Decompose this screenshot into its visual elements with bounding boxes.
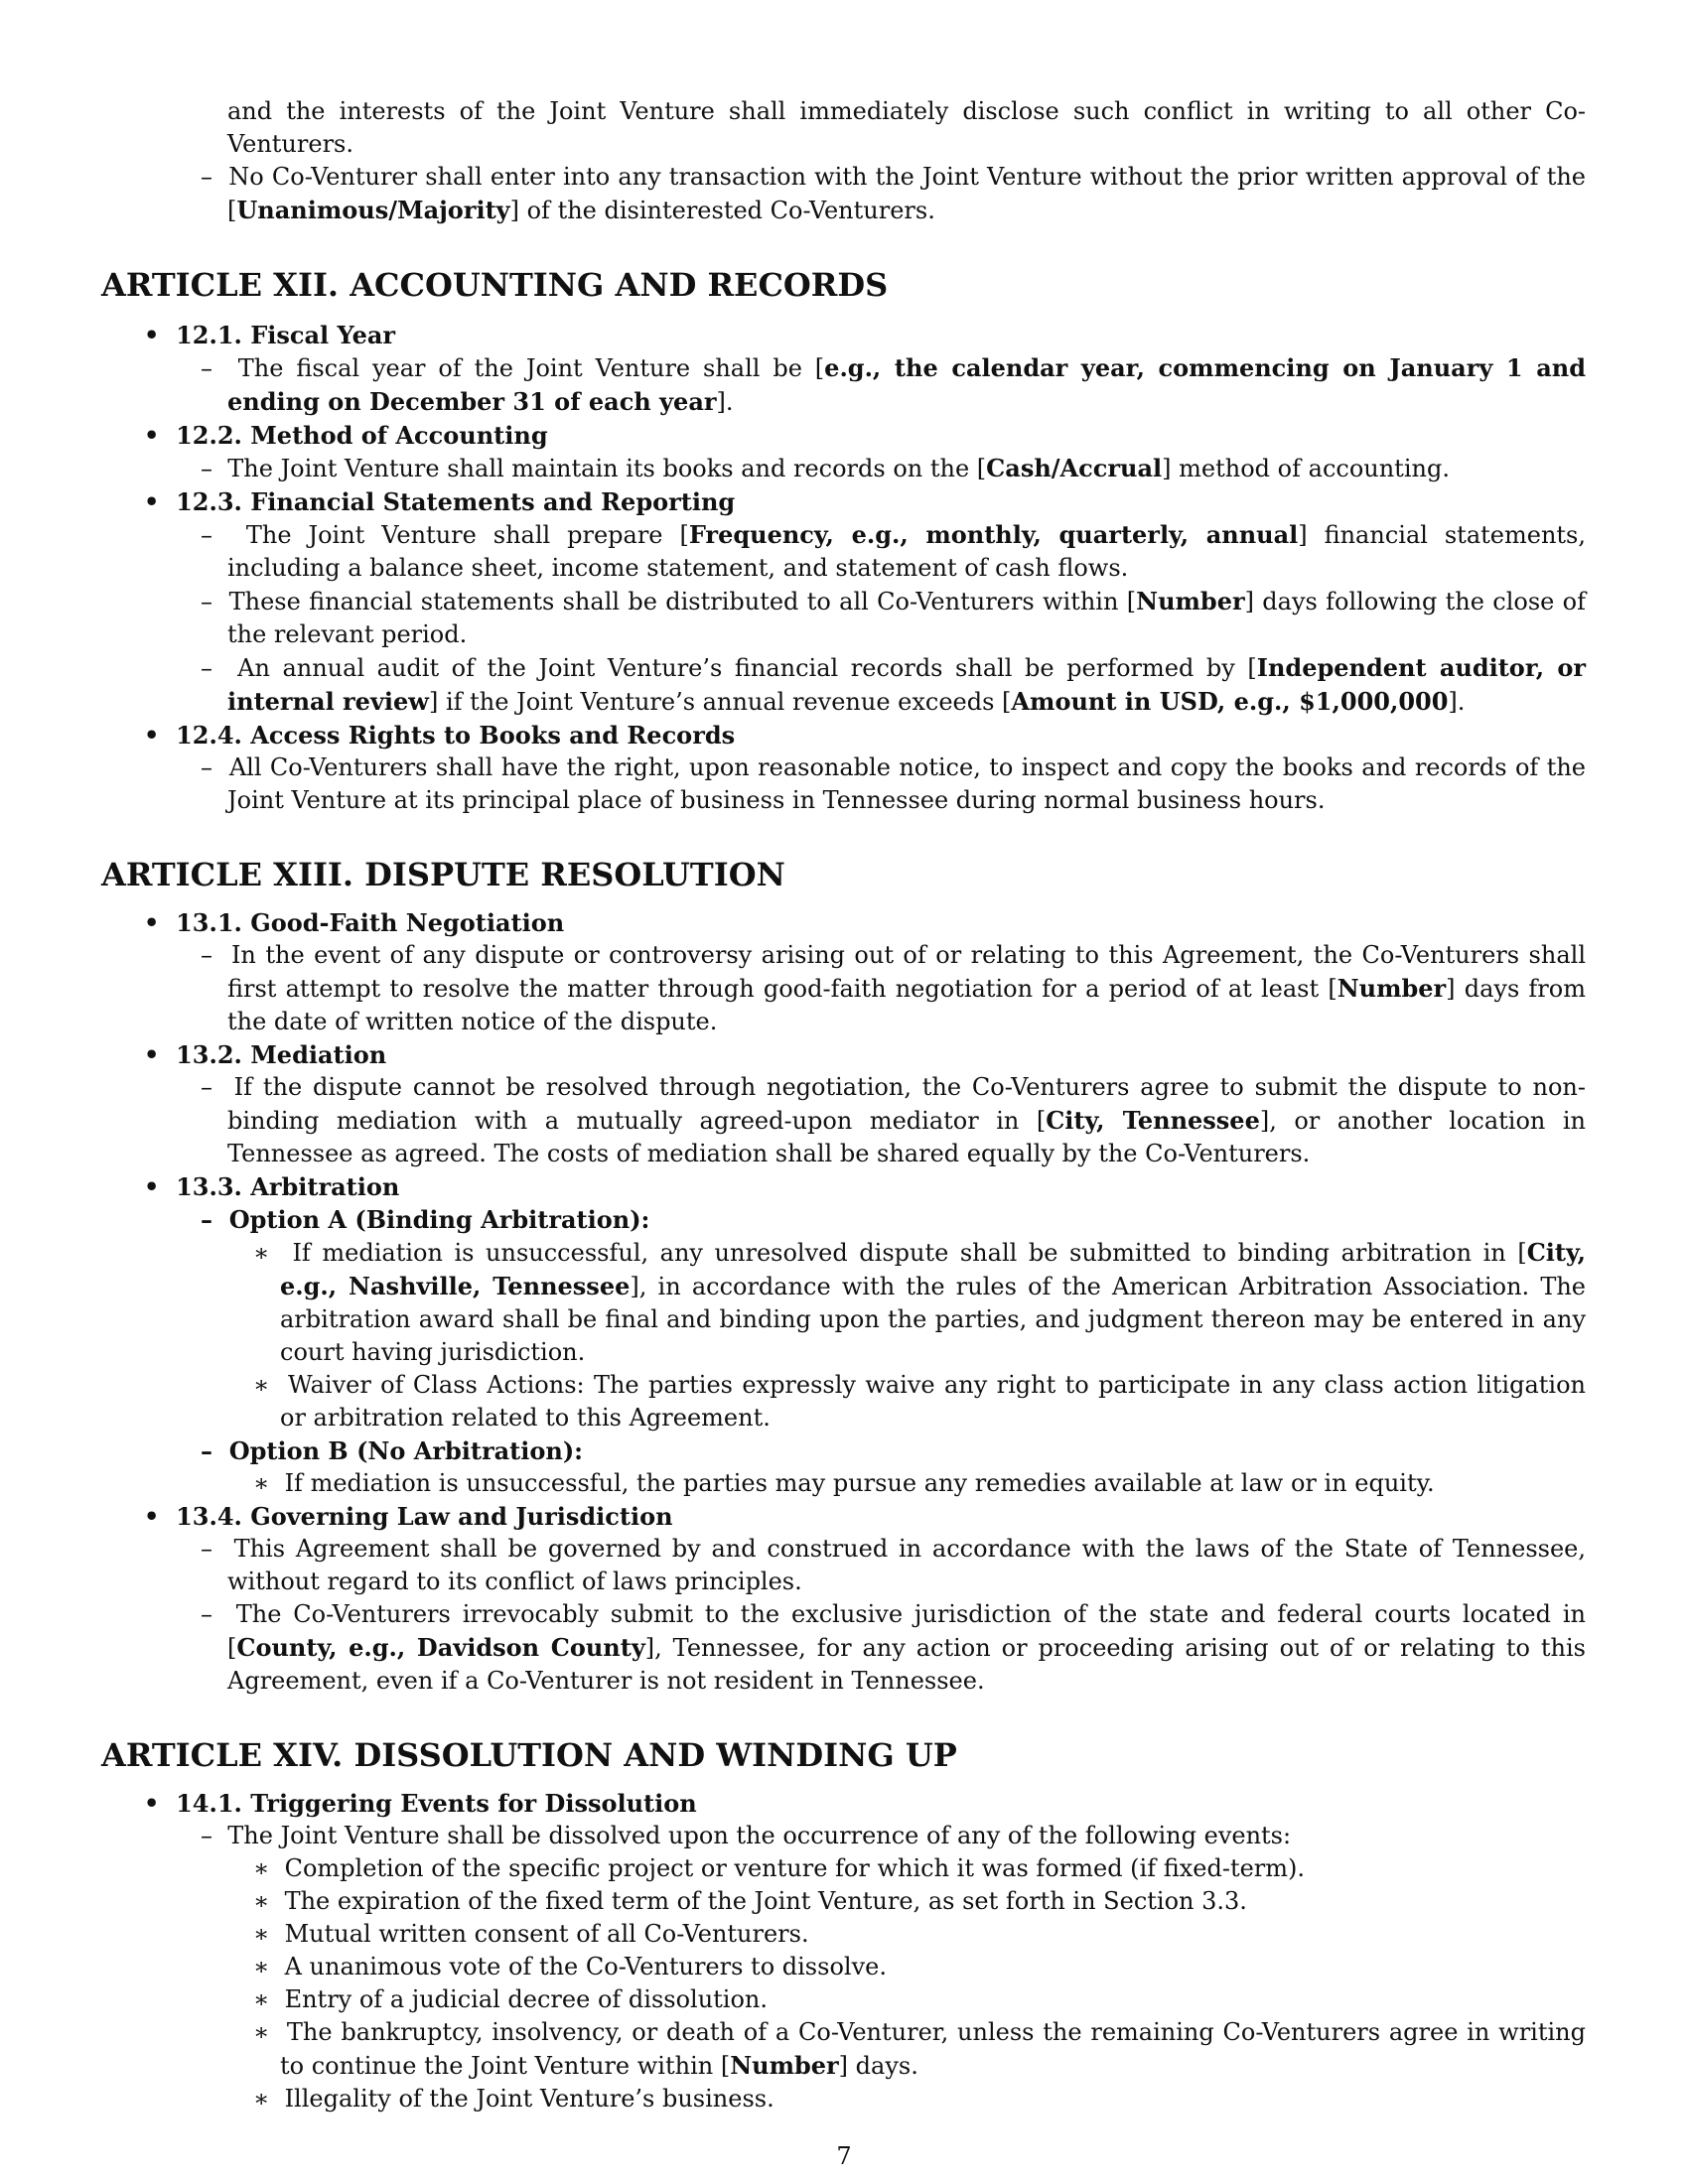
section-12-1-title: • 12.1. Fiscal Year [144,321,396,349]
list-item: ∗ A unanimous vote of the Co-Venturers to dissolve. [253,1953,887,1980]
article-12-heading: ARTICLE XII. ACCOUNTING AND RECORDS [101,266,889,304]
list-item: – These financial statements shall be distributed to all Co-Venturers within [Number] days following the close of the relevant period. [201,587,1587,648]
list-item: ∗ Waiver of Class Actions: The parties expressly waive any right to participate in any class action litigation or arbitration related to this Agreement. [253,1371,1587,1432]
list-item: ∗ The bankruptcy, insolvency, or death of a Co-Venturer, unless the remaining Co-Venturers agree in writing to continue the Joint Venture within [Number] days. [253,2018,1586,2080]
document-page [101,95,1586,2116]
placeholder-field: City, Tennessee [1046,1106,1260,1135]
list-item: – The Co-Venturers irrevocably submit to the exclusive jurisdiction of the state and federal courts located in [County, e.g., Davidson County], Tennessee, for any action or proceeding arising out of or relating to this Agreement, even if a Co-Venturer is not resident in Tennessee. [201,1600,1586,1695]
list-item: – This Agreement shall be governed by and construed in accordance with the laws of the State of Tennessee, without regard to its conflict of laws principles. [201,1535,1586,1595]
placeholder-field: Frequency, e.g., monthly, quarterly, annual [688,520,1299,549]
list-item: ∗ If mediation is unsuccessful, the parties may pursue any remedies available at law or in equity. [253,1469,1435,1497]
list-item: ∗ Mutual written consent of all Co-Venturers. [253,1920,809,1948]
list-item: – In the event of any dispute or controversy arising out of or relating to this Agreement, the Co-Venturers shall first attempt to resolve the matter through good-faith negotiation for a period of at least [Number] days from the date of written notice of the dispute. [201,941,1586,1035]
list-item: – The Joint Venture shall prepare [Frequency, e.g., monthly, quarterly, annual] financial statements, including a balance sheet, income statement, and statement of cash flows. [201,520,1586,582]
list-item: ∗ Illegality of the Joint Venture’s business. [253,2085,774,2113]
list-item: – The Joint Venture shall be dissolved upon the occurrence of any of the following events: [201,1822,1292,1849]
section-13-3-title: • 13.3. Arbitration [144,1172,400,1201]
section-13-4-title: • 13.4. Governing Law and Jurisdiction [144,1502,673,1531]
section-12-3-title: • 12.3. Financial Statements and Reporting [144,487,736,516]
placeholder-field: Cash/Accrual [986,454,1163,482]
list-item: ∗ Entry of a judicial decree of dissolution. [253,1985,769,2013]
placeholder-field: County, e.g., Davidson County [236,1633,645,1662]
placeholder-field: e.g., the calendar year, commencing on January 1 and ending on December 31 of each year [227,353,1586,416]
placeholder-field: Number [1136,587,1245,615]
option-a-heading: – Option A (Binding Arbitration): [201,1205,650,1234]
placeholder-field: Independent auditor, or internal review [227,653,1587,716]
article-14-heading: ARTICLE XIV. DISSOLUTION AND WINDING UP [101,1736,957,1774]
page-number: 7 [836,2142,852,2170]
list-item: – All Co-Venturers shall have the right, upon reasonable notice, to inspect and copy the books and records of the Joint Venture at its principal place of business in Tennessee during normal business hours. [201,753,1586,814]
list-item: – An annual audit of the Joint Venture’s financial records shall be performed by [Independent auditor, or internal review] if the Joint Venture’s annual revenue exceeds [Amount in USD, e.g., $1,000,000]. [201,653,1587,716]
placeholder-field: Number [1336,974,1447,1003]
section-12-4-title: • 12.4. Access Rights to Books and Records [144,721,736,750]
option-b-heading: – Option B (No Arbitration): [201,1436,584,1465]
placeholder-field: Unanimous/Majority [236,196,510,224]
continuation-line: and the interests of the Joint Venture shall immediately disclose such conflict in writing to all other Co-Venturers. [227,97,1586,158]
section-13-1-title: • 13.1. Good-Faith Negotiation [144,908,565,937]
list-item: – If the dispute cannot be resolved through negotiation, the Co-Venturers agree to submit the dispute to non-binding mediation with a mutually agreed-upon mediator in [City, Tennessee], or another location in Tennessee as agreed. The costs of mediation shall be shared equally by the Co-Venturers. [201,1073,1587,1167]
list-item: ∗ If mediation is unsuccessful, any unresolved dispute shall be submitted to binding arbitration in [City, e.g., Nashville, Tennessee], in accordance with the rules of the American Arbitration Association. The arbitration award shall be final and binding upon the parties, and judgment thereon may be entered in any court having jurisdiction. [253,1238,1587,1366]
placeholder-field: Number [730,2051,839,2080]
section-14-1-title: • 14.1. Triggering Events for Dissolution [144,1789,697,1818]
list-item: – The Joint Venture shall maintain its books and records on the [Cash/Accrual] method of accounting. [201,454,1450,482]
placeholder-field: City, e.g., Nashville, Tennessee [280,1238,1586,1300]
section-12-2-title: • 12.2. Method of Accounting [144,421,548,450]
list-item: – No Co-Venturer shall enter into any transaction with the Joint Venture without the prior written approval of the [Unanimous/Majority] of the disinterested Co-Venturers. [201,163,1586,224]
list-item: – The fiscal year of the Joint Venture shall be [e.g., the calendar year, commencing on January 1 and ending on December 31 of each year]. [201,353,1586,416]
article-13-heading: ARTICLE XIII. DISPUTE RESOLUTION [101,856,785,893]
placeholder-field: Amount in USD, e.g., $1,000,000 [1011,687,1449,716]
list-item: ∗ Completion of the specific project or venture for which it was formed (if fixed-term). [253,1854,1306,1882]
list-item: ∗ The expiration of the fixed term of the Joint Venture, as set forth in Section 3.3. [253,1887,1247,1915]
section-13-2-title: • 13.2. Mediation [144,1040,387,1069]
